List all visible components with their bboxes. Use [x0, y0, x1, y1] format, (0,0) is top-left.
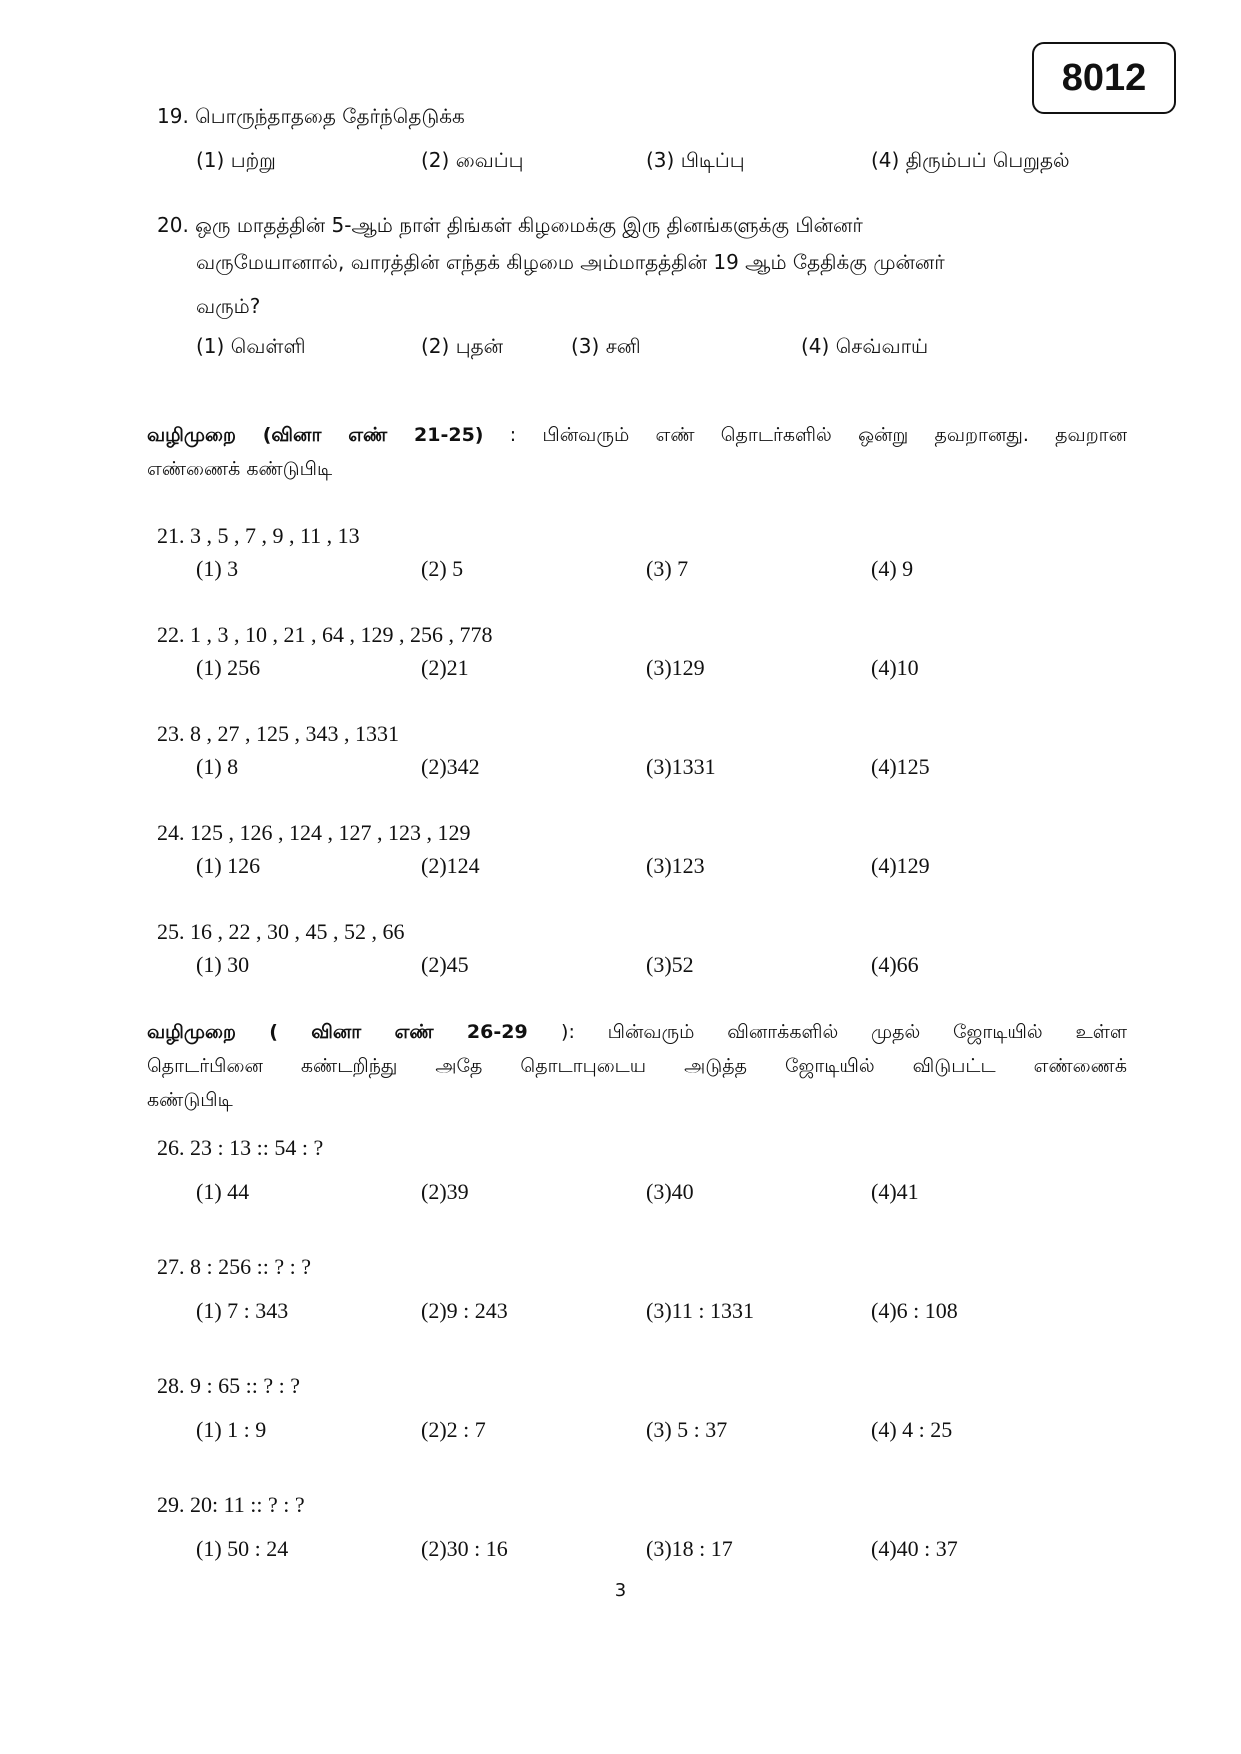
q21-option-3: (3) 7	[646, 556, 689, 581]
q23-option-2: (2)342	[421, 754, 480, 779]
q28-option-1: (1) 1 : 9	[196, 1417, 267, 1442]
q19-option-4: (4) திரும்பப் பெறுதல்	[871, 148, 1070, 172]
q27-option-2: (2)9 : 243	[421, 1298, 508, 1323]
q19-option-1: (1) பற்று	[196, 148, 276, 172]
q23-option-3: (3)1331	[646, 754, 716, 779]
q20-option-2: (2) புதன்	[421, 334, 503, 358]
instruction-26-29-line3: கண்டுபிடி	[147, 1089, 233, 1111]
q21-stem: 21. 3 , 5 , 7 , 9 , 11 , 13	[157, 523, 360, 548]
q19-option-3: (3) பிடிப்பு	[646, 148, 745, 172]
q23-option-1: (1) 8	[196, 754, 239, 779]
q22-option-1: (1) 256	[196, 655, 261, 680]
paper-code-box	[1032, 42, 1176, 114]
q27-option-1: (1) 7 : 343	[196, 1298, 289, 1323]
q20-stem-line1: 20. ஒரு மாதத்தின் 5-ஆம் நாள் திங்கள் கிழமைக்கு இரு தினங்களுக்கு பின்னர்	[157, 213, 863, 237]
q29-option-4: (4)40 : 37	[871, 1536, 958, 1561]
q27-option-3: (3)11 : 1331	[646, 1298, 754, 1323]
instruction-21-25-text: : பின்வரும் எண் தொடர்களில் ஒன்று தவறானது. தவறான	[483, 424, 1128, 446]
q21-option-1: (1) 3	[196, 556, 239, 581]
instruction-21-25-heading: வழிமுறை (வினா எண் 21-25)	[147, 424, 484, 446]
q21-option-4: (4) 9	[871, 556, 914, 581]
q22-option-2: (2)21	[421, 655, 469, 680]
q29-option-2: (2)30 : 16	[421, 1536, 508, 1561]
q25-option-1: (1) 30	[196, 952, 250, 977]
q21-option-2: (2) 5	[421, 556, 464, 581]
q24-option-3: (3)123	[646, 853, 705, 878]
instruction-21-25	[147, 418, 1127, 486]
q26-option-3: (3)40	[646, 1179, 694, 1204]
q22-stem: 22. 1 , 3 , 10 , 21 , 64 , 129 , 256 , 778	[157, 622, 493, 647]
q29-option-1: (1) 50 : 24	[196, 1536, 289, 1561]
q20-stem-line2: வருமேயானால், வாரத்தின் எந்தக் கிழமை அம்மாதத்தின் 19 ஆம் தேதிக்கு முன்னர்	[196, 250, 945, 274]
q26-option-1: (1) 44	[196, 1179, 250, 1204]
instruction-21-25-line2: எண்ணைக் கண்டுபிடி	[147, 458, 333, 480]
q20-option-1: (1) வெள்ளி	[196, 334, 306, 358]
q26-option-4: (4)41	[871, 1179, 919, 1204]
q22-option-3: (3)129	[646, 655, 705, 680]
q23-option-4: (4)125	[871, 754, 930, 779]
paper-code: 8012	[1061, 56, 1147, 99]
q26-stem: 26. 23 : 13 :: 54 : ?	[157, 1135, 324, 1160]
q25-option-4: (4)66	[871, 952, 919, 977]
q24-option-4: (4)129	[871, 853, 930, 878]
q25-option-2: (2)45	[421, 952, 469, 977]
q22-option-4: (4)10	[871, 655, 919, 680]
q28-stem: 28. 9 : 65 :: ? : ?	[157, 1373, 300, 1398]
q28-option-4: (4) 4 : 25	[871, 1417, 953, 1442]
instruction-26-29	[147, 1015, 1127, 1117]
q20-stem-line3: வரும்?	[196, 294, 261, 318]
q27-option-4: (4)6 : 108	[871, 1298, 958, 1323]
q25-stem: 25. 16 , 22 , 30 , 45 , 52 , 66	[157, 919, 405, 944]
q20-option-4: (4) செவ்வாய்	[801, 334, 929, 358]
q20-option-3: (3) சனி	[571, 334, 641, 358]
page-number: 3	[614, 1580, 627, 1601]
q26-option-2: (2)39	[421, 1179, 469, 1204]
instruction-26-29-text: ): பின்வரும் வினாக்களில் முதல் ஜோடியில் உள்ள	[561, 1021, 1127, 1043]
q27-stem: 27. 8 : 256 :: ? : ?	[157, 1254, 311, 1279]
q23-stem: 23. 8 , 27 , 125 , 343 , 1331	[157, 721, 399, 746]
q28-option-3: (3) 5 : 37	[646, 1417, 728, 1442]
q25-option-3: (3)52	[646, 952, 694, 977]
q24-option-1: (1) 126	[196, 853, 261, 878]
q29-stem: 29. 20: 11 :: ? : ?	[157, 1492, 305, 1517]
instruction-26-29-line2: தொடர்பினை கண்டறிந்து அதே தொடாபுடைய அடுத்த ஜோடியில் விடுபட்ட எண்ணைக்	[147, 1055, 1127, 1077]
q19-stem: 19. பொருந்தாததை தேர்ந்தெடுக்க	[157, 104, 465, 128]
q28-option-2: (2)2 : 7	[421, 1417, 486, 1442]
q29-option-3: (3)18 : 17	[646, 1536, 733, 1561]
q24-option-2: (2)124	[421, 853, 480, 878]
instruction-26-29-heading: வழிமுறை ( வினா எண் 26-29	[147, 1021, 562, 1043]
q19-option-2: (2) வைப்பு	[421, 148, 524, 172]
q24-stem: 24. 125 , 126 , 124 , 127 , 123 , 129	[157, 820, 471, 845]
